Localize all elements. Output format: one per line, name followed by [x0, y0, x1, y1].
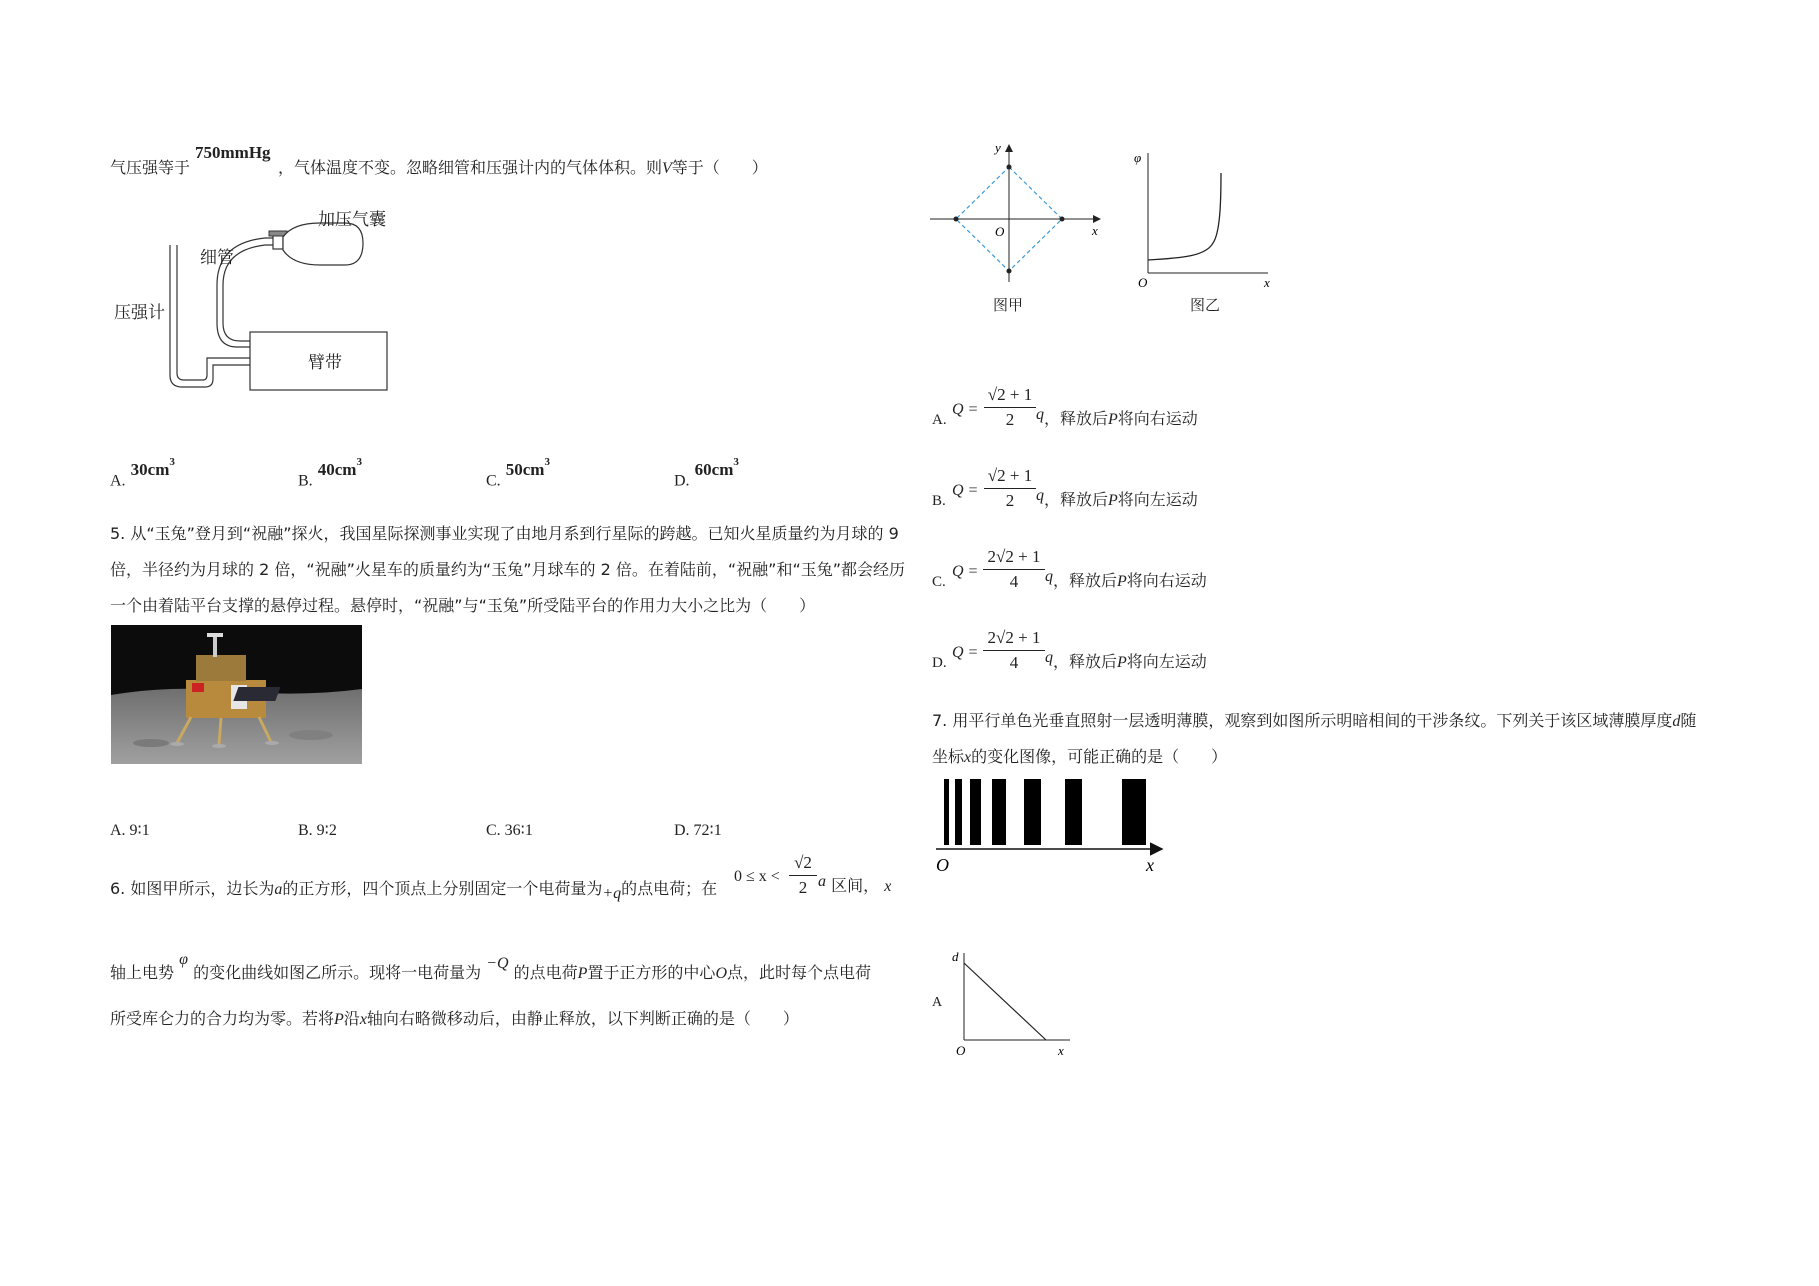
q6-option-d: D. [932, 655, 947, 671]
opt-a-origin-label: O [956, 1043, 966, 1057]
opt-a-x-label: x [1058, 1043, 1064, 1057]
q6-option-d-Q: Q = [952, 644, 979, 661]
figure-jia-caption: 图甲 [993, 296, 1024, 314]
q6-option-b: B. [932, 493, 946, 509]
q6-option-a-frac: √2 + 1 2 [984, 385, 1036, 430]
q6-line-2: 轴上电势 φ 的变化曲线如图乙所示。现将一电荷量为 −Q 的点电荷P置于正方形的中心O点，此时每个点电荷 [110, 951, 872, 982]
q4-tail-line: 气压强等于 [110, 158, 191, 177]
q6-option-b-Q: Q = [952, 482, 979, 499]
q5-option-a: A. 9∶1 [110, 822, 150, 839]
fringe-origin-label: O [936, 855, 949, 875]
q5-line-1: 5. 从“玉兔”登月到“祝融”探火，我国星际探测事业实现了由地月系到行星际的跨越。已知火星质量约为月球的 9 [110, 524, 899, 543]
lander-photo [111, 625, 362, 764]
q7-option-a-letter: A [932, 995, 943, 1010]
fig-jia-y-label: y [995, 140, 1001, 155]
figure-yi-caption: 图乙 [1190, 296, 1221, 314]
q5-option-d: D. 72∶1 [674, 822, 722, 839]
q4-tail-rest: ，气体温度不变。忽略细管和压强计内的气体体积。则V等于（ ） [278, 158, 768, 177]
q6-option-a: A. [932, 412, 947, 428]
figure-jia [925, 140, 1115, 290]
q7-option-a-graph [950, 945, 1080, 1057]
q4-option-c: C. $50cm^3$ [486, 456, 550, 490]
q5-option-c: C. 36∶1 [486, 822, 533, 839]
fig-yi-phi-label: φ [1134, 150, 1142, 165]
fig-jia-x-label: x [1092, 223, 1098, 238]
q6-option-c-rest: q，释放后P将向右运动 [1045, 568, 1207, 590]
fig-yi-x-label: x [1264, 275, 1270, 288]
q6-option-a-rest: q，释放后P将向右运动 [1036, 406, 1198, 428]
q7-line-1: 7. 用平行单色光垂直照射一层透明薄膜，观察到如图所示明暗相间的干涉条纹。下列关于该区域薄膜厚度d随 [932, 711, 1697, 730]
q5-line-3: 一个由着陆平台支撑的悬停过程。悬停时，“祝融”与“玉兔”所受陆平台的作用力大小之比为（ ） [110, 596, 816, 615]
q6-option-d-frac: 2√2 + 1 4 [983, 628, 1045, 673]
q6-ineq-left: 0 ≤ x < [734, 868, 780, 885]
figure-yi [1128, 148, 1278, 288]
q6-option-b-rest: q，释放后P将向左运动 [1036, 487, 1198, 509]
fig-yi-origin-label: O [1138, 275, 1148, 288]
q6-option-b-frac: √2 + 1 2 [984, 466, 1036, 511]
q6-ineq-fraction: √2 2 [789, 853, 817, 898]
fig-jia-origin-label: O [995, 224, 1005, 239]
q6-line-1: 6. 如图甲所示，边长为a的正方形，四个顶点上分别固定一个电荷量为+q的点电荷；在 [110, 879, 718, 902]
fringe-x-label: x [1146, 855, 1154, 875]
q6-option-c: C. [932, 574, 946, 590]
label-cuff: 臂带 [308, 353, 342, 373]
q4-option-d: D. $60cm^3$ [674, 456, 739, 490]
q6-line-3: 所受库仑力的合力均为零。若将P沿x轴向右略微移动后，由静止释放，以下判断正确的是（ ） [110, 1009, 799, 1028]
q6-option-c-Q: Q = [952, 563, 979, 580]
label-tube: 细管 [200, 248, 234, 268]
q6-option-c-frac: 2√2 + 1 4 [983, 547, 1045, 592]
q6-option-d-rest: q，释放后P将向左运动 [1045, 649, 1207, 671]
q7-line-2: 坐标x的变化图像，可能正确的是（ ） [932, 747, 1228, 766]
q5-option-b: B. 9∶2 [298, 822, 337, 839]
fringe-figure [930, 775, 1170, 875]
opt-a-d-label: d [952, 949, 959, 964]
q6-option-a-Q: Q = [952, 401, 979, 418]
q4-pressure-value: 750mmHg [195, 143, 271, 162]
label-gauge: 压强计 [114, 303, 165, 323]
q6-line-1-tail: a 区间， x [818, 873, 892, 895]
q4-option-a: A. $30cm^3$ [110, 456, 175, 490]
q4-option-b: B. $40cm^3$ [298, 456, 362, 490]
q5-line-2: 倍，半径约为月球的 2 倍，“祝融”火星车的质量约为“玉兔”月球车的 2 倍。在着陆前，“祝融”和“玉兔”都会经历 [110, 560, 906, 579]
label-bulb: 加压气囊 [318, 210, 386, 230]
